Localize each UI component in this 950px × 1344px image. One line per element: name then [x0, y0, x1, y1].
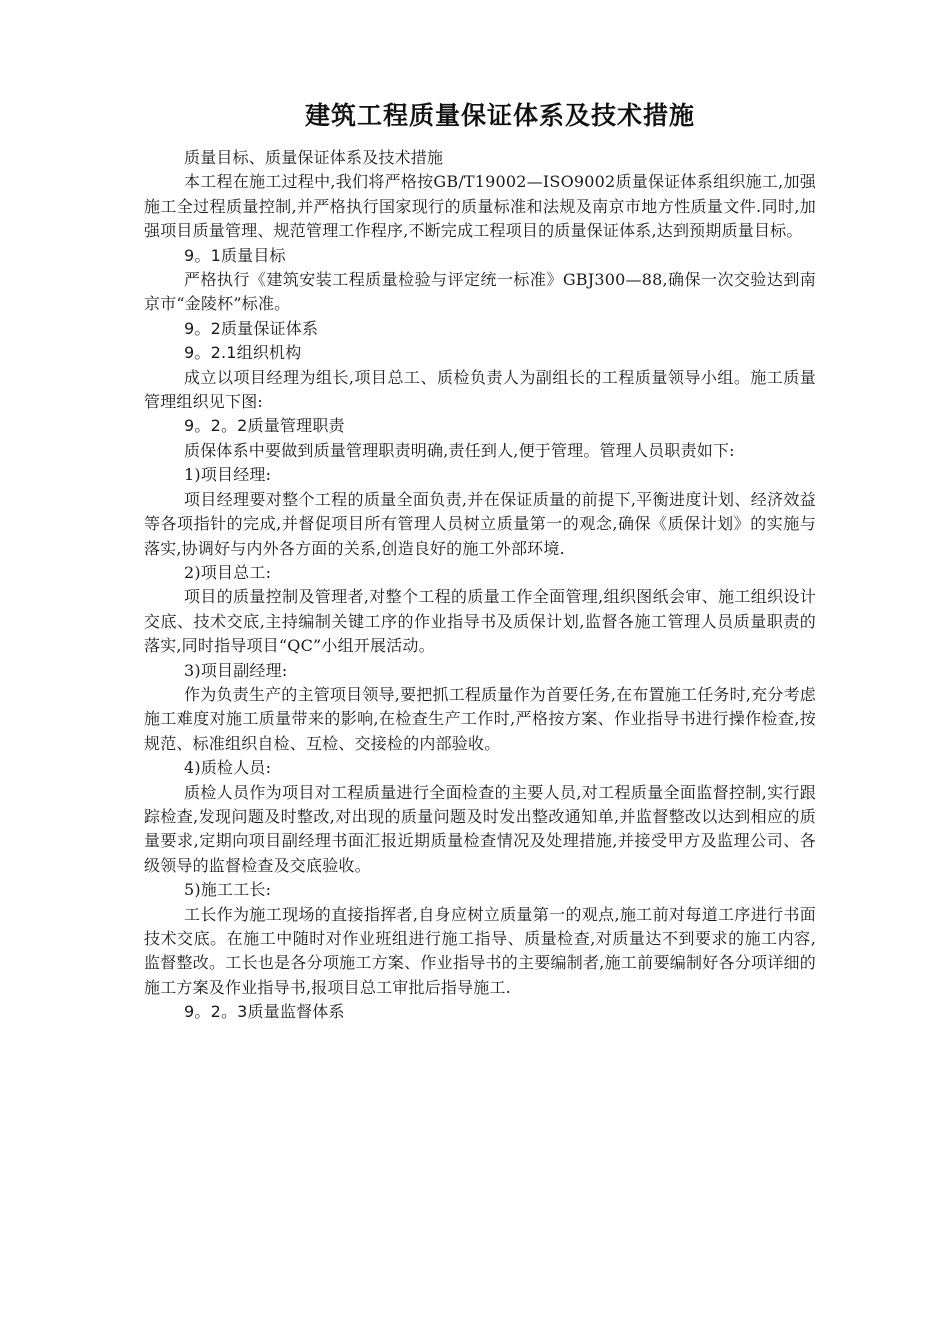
paragraph-responsibilities: 质保体系中要做到质量管理职责明确,责任到人,便于管理。管理人员职责如下:: [184, 440, 735, 460]
paragraph-intro-heading: 质量目标、质量保证体系及技术措施: [184, 148, 444, 167]
paragraph-overview: 本工程在施工过程中,我们将严格按GB/T19002—ISO9002质量保证体系组织施工,加强施工全过程质量控制,并严格执行国家现行的质量标准和法规及南京市地方性质量文件.同时,加强项目质量管理、规范管理工作程序,不断完成工程项目的质量保证体系,达到预期质量目标。: [144, 172, 816, 241]
paragraph-quality-target: 严格执行《建筑安装工程质量检验与评定统一标准》GBJ300—88,确保一次交验达到南京市“金陵杯”标准。: [144, 270, 816, 314]
paragraph-project-manager: 项目经理要对整个工程的质量全面负责,并在保证质量的前提下,平衡进度计划、经济效益等各项指针的完成,并督促项目所有管理人员树立质量第一的观念,确保《质保计划》的实施与落实,协调好与内外各方面的关系,创造良好的施工外部环境.: [144, 489, 816, 558]
paragraph-organization: 成立以项目经理为组长,项目总工、质检负责人为副组长的工程质量领导小组。施工质量管理组织见下图:: [144, 367, 816, 412]
section-heading-9-2-2: 9。2。2质量管理职责: [184, 416, 345, 436]
section-heading-9-2-3: 9。2。3质量监督体系: [184, 1002, 345, 1022]
document-body: [144, 146, 816, 1025]
document-title: 建筑工程质量保证体系及技术措施: [304, 101, 695, 130]
paragraph-foreman: 工长作为施工现场的直接指挥者,自身应树立质量第一的观点,施工前对每道工序进行书面技术交底。在施工中随时对作业班组进行施工指导、质量检查,对质量达不到要求的施工内容,监督整改。工长也是各分项施工方案、作业指导书的主要编制者,施工前要编制好各分项详细的施工方案及作业指导书,报项目总工审批后指导施工.: [144, 904, 816, 997]
list-heading-inspectors: 4)质检人员:: [184, 758, 272, 778]
list-heading-deputy-manager: 3)项目副经理:: [184, 660, 288, 680]
list-heading-chief-engineer: 2)项目总工:: [184, 562, 272, 582]
list-heading-project-manager: 1)项目经理:: [184, 465, 272, 485]
list-heading-foreman: 5)施工工长:: [184, 880, 272, 900]
paragraph-chief-engineer: 项目的质量控制及管理者,对整个工程的质量工作全面管理,组织图纸会审、施工组织设计交底、技术交底,主持编制关键工序的作业指导书及质保计划,监督各施工管理人员质量职责的落实,同时指导项目“QC”小组开展活动。: [144, 587, 816, 656]
paragraph-deputy-manager: 作为负责生产的主管项目领导,要把抓工程质量作为首要任务,在布置施工任务时,充分考虑施工难度对施工质量带来的影响,在检查生产工作时,严格按方案、作业指导书进行操作检查,按规范、标准组织自检、互检、交接检的内部验收。: [144, 684, 816, 753]
paragraph-inspectors: 质检人员作为项目对工程质量进行全面检查的主要人员,对工程质量全面监督控制,实行跟踪检查,发现问题及时整改,对出现的质量问题及时发出整改通知单,并监督整改以达到相应的质量要求,定期向项目副经理书面汇报近期质量检查情况及处理措施,并接受甲方及监理公司、各级领导的监督检查及交底验收。: [144, 782, 816, 875]
section-heading-9-1: 9。1质量目标: [184, 245, 286, 265]
section-heading-9-2: 9。2质量保证体系: [184, 318, 319, 338]
section-heading-9-2-1: 9。2.1组织机构: [184, 343, 302, 363]
